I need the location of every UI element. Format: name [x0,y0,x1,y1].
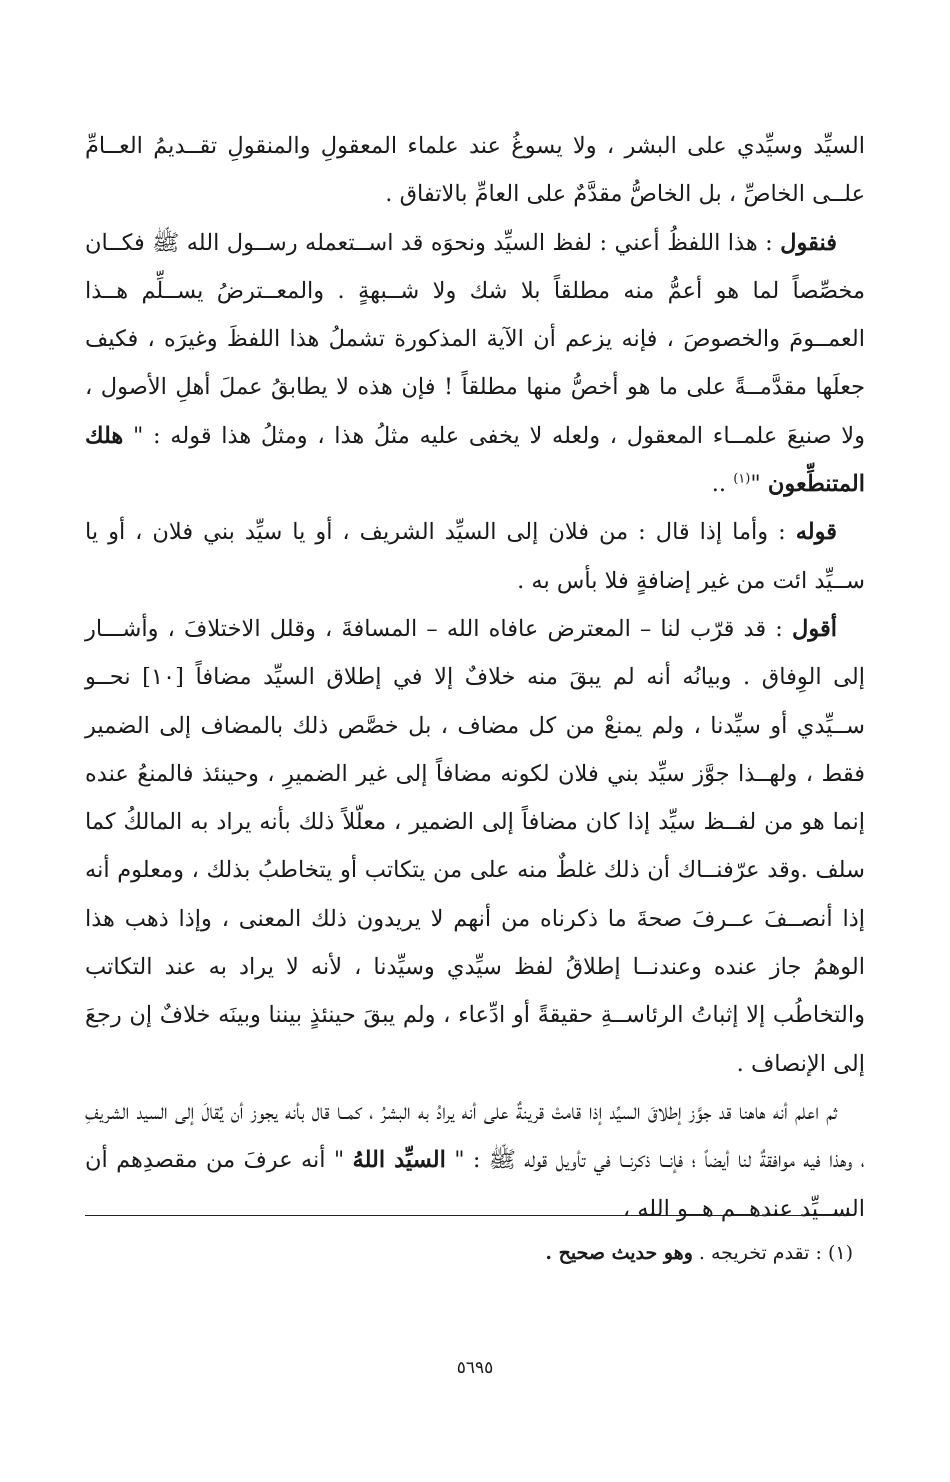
paragraph-4-keyword: أقول [792,615,837,642]
paragraph-3-text: : وأما إذا قال : من فلان إلى السيِّد الشريف ، أو يا سيِّد بني فلان ، أو يا ســيِّد ائت من غير إضافةٍ فلا بأس به . [85,519,865,594]
paragraph-4 [85,605,865,1088]
paragraph-3-keyword: قوله [795,519,837,546]
paragraph-5-quote: السيِّد اللهُ [352,1147,446,1174]
paragraph-5 [85,1088,865,1233]
paragraph-2-keyword: فنقول [780,229,837,256]
footnote-divider [85,1215,853,1216]
footnote-reference[interactable]: (١) [733,471,751,487]
footnote-number: (١) [827,1242,853,1264]
footnote-bold-text: وهو حديث صحيح . [545,1242,693,1264]
paragraph-5-text: ثم اعلم أنه هاهنا قد جوَّز إطلاقَ السيِّد إذا قامتْ قرينةٌ على أنه يرادُ به البشرُ ، كمــا قال بأنه يجوز أن يُقالَ إلى السيد الشريفِ ، وهذا فيه موافقةٌ لنا أيضاً ؛ فإنــا ذكرنــا في تأويل قوله ﷺ : " [85,1098,865,1174]
main-text-body [85,122,865,1233]
footnote-text: : تقدم تخريجه . [692,1242,828,1264]
paragraph-2 [85,219,865,509]
paragraph-1 [85,122,865,219]
paragraph-2-after-quote: " [750,471,768,498]
paragraph-2-tail: .. [711,471,734,498]
paragraph-2-quote: هلك المتنطِّعون [85,422,865,498]
page-number: ٥٦٩٥ [456,1358,494,1378]
paragraph-2-text: : هذا اللفظُ أعني : لفظ السيِّد ونحوَه قد اســتعمله رســول الله ﷺ فكــان مخصِّصاً لما هو أعمُّ منه مطلقاً بلا شك ولا شــبهةٍ . والمعــترضُ يســلِّم هــذا العمــومَ والخصوصَ ، فإنه يزعم أن الآية المذكورة تشملُ هذا اللفظَ وغيرَه ، فكيف جعلَها مقدَّمــةً على ما هو أخصُّ منها مطلقاً ! فإن هذه لا يطابقُ عملَ أهلِ الأصول ، ولا صنيعَ علمــاء المعقول ، ولعله لا يخفى عليه مثلُ هذا ، ومثلُ هذا قوله : " [85,229,865,449]
footnote [85,1236,853,1270]
paragraph-3 [85,508,865,605]
paragraph-1-text: السيِّد وسيِّدي على البشر ، ولا يسوغُ عند علماء المعقولِ والمنقولِ تقــديمُ العــامِّ علــى الخاصِّ ، بل الخاصُّ مقدَّمٌ على العامِّ بالاتفاق . [85,133,865,208]
paragraph-4-text: : قد قرّب لنا – المعترض عافاه الله – المسافةَ ، وقلل الاختلافَ ، وأشـــار إلى الوِفاق . وبيانُه أنه لم يبقَ منه خلافٌ إلا في إطلاق السيِّد مضافاً [١٠] نحــو ســيِّدي أو سيِّدنا ، ولم يمنعْ من كل مضاف ، بل خصَّص ذلك بالمضاف إلى الضمير فقط ، ولهــذا جوَّز سيِّد بني فلان لكونه مضافاً إلى غير الضميرِ ، وحينئذ فالمنعُ عنده إنما هو من لفــظ سيِّد إذا كان مضافاً إلى الضمير ، معلّلاً ذلك بأنه يراد به المالكُ كما سلف .وقد عرّفنــاك أن ذلك غلطٌ منه على من يتكاتب أو يتخاطبُ بذلك ، ومعلوم أنه إذا أنصــفَ عــرفَ صحةَ ما ذكرناه من أنهم لا يريدون ذلك المعنى ، وإذا ذهب هذا الوهمُ جاز عنده وعندنــا إطلاقُ لفظ سيِّدي وسيِّدنا ، لأنه لا يراد به عند التكاتب والتخاطُب إلا إثباتُ الرئاســةِ حقيقةً أو ادِّعاء ، ولم يبقَ حينئذٍ بيننا وبينَه خلافٌ إن رجعَ إلى الإنصاف . [85,615,866,1077]
paragraph-5-after-quote: " أنه عرفَ من مقصدِهم أن الســيِّد عندهــم هــو الله ، [85,1147,865,1222]
